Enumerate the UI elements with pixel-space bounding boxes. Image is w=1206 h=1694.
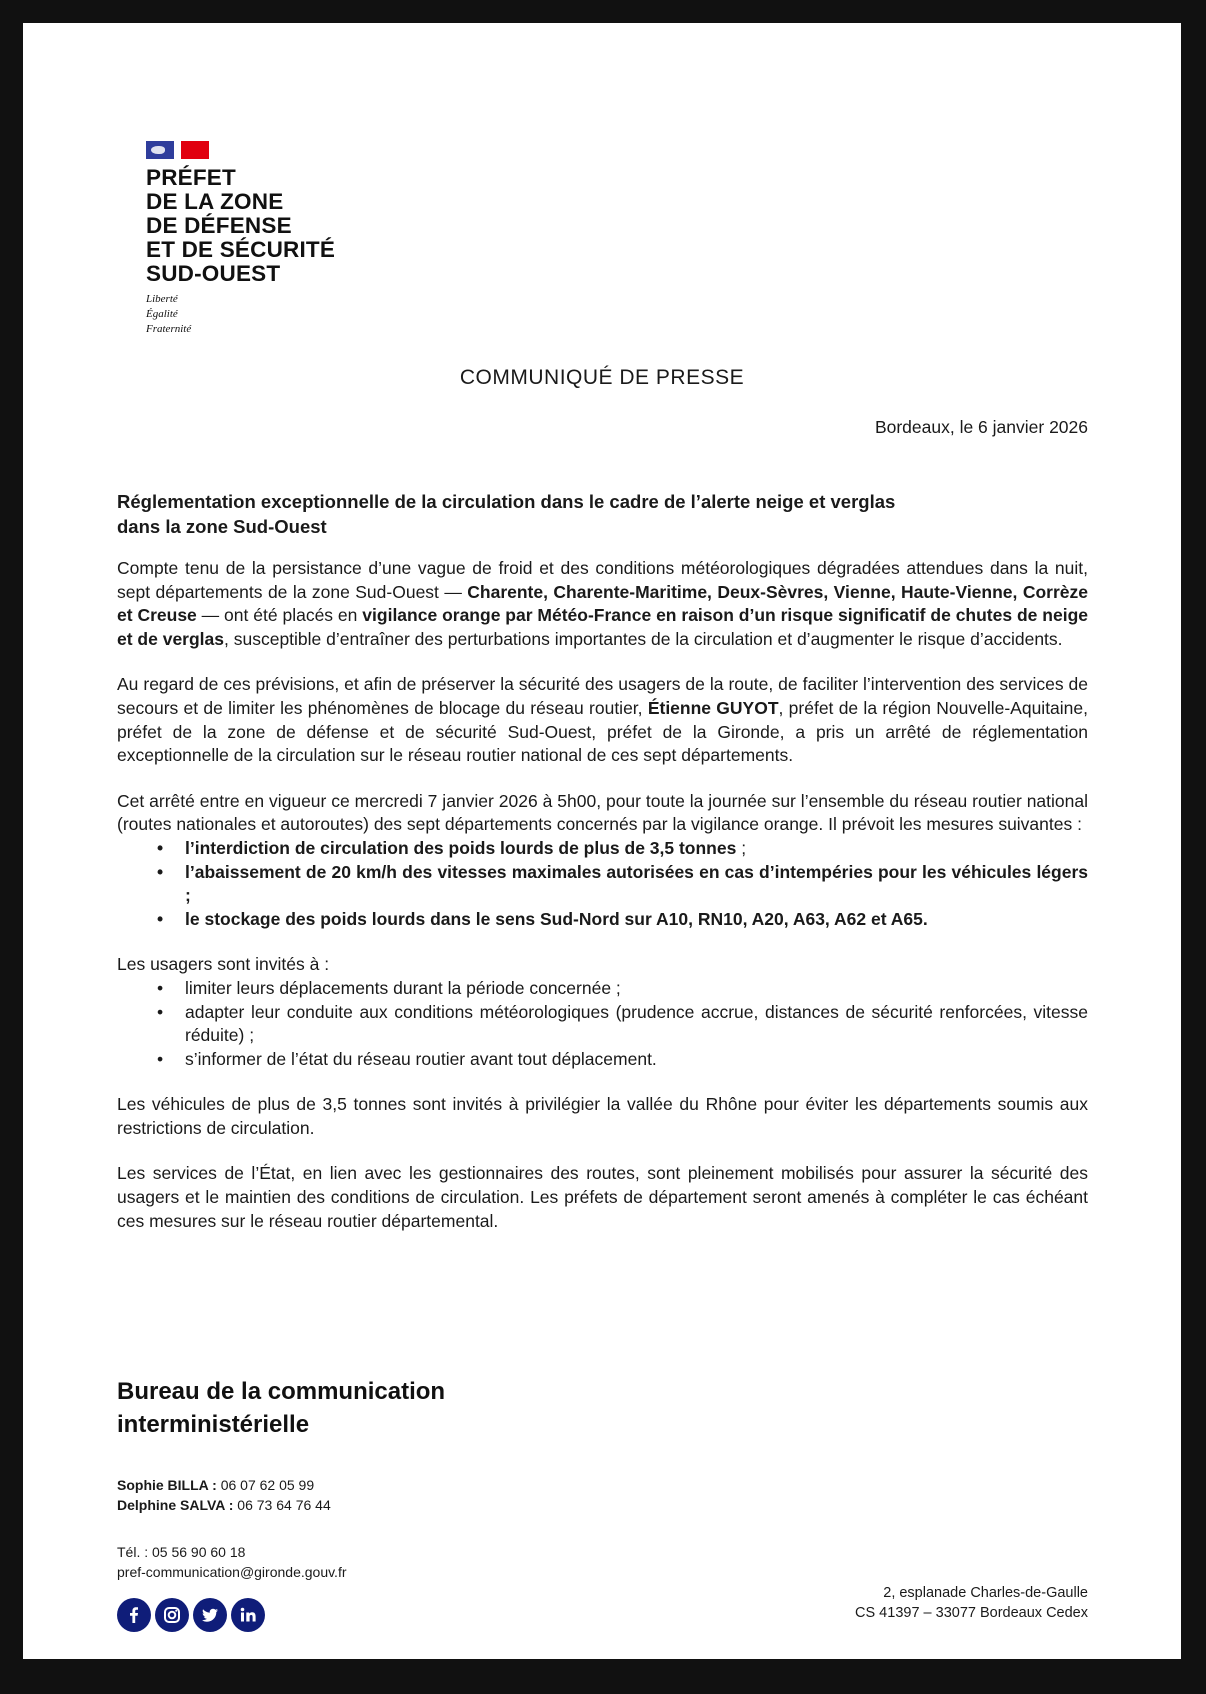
paragraph-decree bbox=[117, 673, 1088, 767]
facebook-icon[interactable] bbox=[117, 1598, 151, 1632]
contact-name: Sophie BILLA : bbox=[117, 1477, 217, 1493]
paragraph-measures-intro: Cet arrêté entre en vigueur ce mercredi 7 janvier 2026 à 5h00, pour toute la journée sur l’ensemble du réseau routier national (routes nationales et autoroutes) des sept départements concernés par la vigilance orange. Il prévoit les mesures suivantes : bbox=[117, 790, 1088, 835]
measure-text: l’abaissement de 20 km/h des vitesses maximales autorisées en cas d’intempéries pour les véhicules légers ; bbox=[185, 861, 1088, 906]
prefecture-logo bbox=[146, 141, 335, 337]
user-advice-list bbox=[117, 977, 1088, 1071]
measure-text: le stockage des poids lourds dans le sens Sud-Nord sur A10, RN10, A20, A63, A62 et A65. bbox=[185, 908, 928, 929]
list-item: • s’informer de l’état du réseau routier avant tout déplacement. bbox=[117, 1048, 1088, 1072]
phone-number: Tél. : 05 56 90 60 18 bbox=[117, 1544, 246, 1560]
text-run: — ont été placés en bbox=[196, 605, 363, 626]
motto-line: Liberté bbox=[146, 293, 178, 305]
postal-address bbox=[855, 1583, 1088, 1623]
paragraph-context bbox=[117, 557, 1088, 651]
contact-phone: 06 73 64 76 44 bbox=[233, 1497, 331, 1513]
address-line: CS 41397 – 33077 Bordeaux Cedex bbox=[855, 1605, 1088, 1621]
logo-title-line: PRÉFET bbox=[146, 165, 236, 190]
email-link[interactable]: pref-communication@gironde.gouv.fr bbox=[117, 1564, 347, 1580]
press-release-heading: COMMUNIQUÉ DE PRESSE bbox=[459, 366, 745, 389]
contact-row bbox=[117, 1495, 331, 1515]
address-line: 2, esplanade Charles-de-Gaulle bbox=[883, 1585, 1088, 1601]
article-title-line: dans la zone Sud-Ouest bbox=[117, 516, 327, 537]
bureau-title-line: interministérielle bbox=[117, 1411, 310, 1438]
list-item bbox=[117, 837, 1088, 861]
text-run: , susceptible d’entraîner des perturbations importantes de la circulation et d’augmenter le risque d’accidents. bbox=[224, 628, 1063, 649]
article-title bbox=[117, 489, 1088, 539]
list-item: • limiter leurs déplacements durant la période concernée ; bbox=[117, 977, 1088, 1001]
contact-phone: 06 07 62 05 99 bbox=[216, 1477, 315, 1493]
bureau-title-line: Bureau de la communication bbox=[117, 1378, 446, 1405]
list-item bbox=[117, 861, 1088, 908]
logo-title-line: DE DÉFENSE bbox=[146, 213, 292, 238]
document-page bbox=[23, 23, 1181, 1659]
social-links bbox=[117, 1598, 265, 1632]
republic-motto bbox=[146, 292, 335, 337]
measure-suffix: ; bbox=[736, 837, 747, 858]
contact-info bbox=[117, 1542, 347, 1582]
measure-text: l’interdiction de circulation des poids lourds de plus de 3,5 tonnes bbox=[185, 837, 737, 858]
logo-title bbox=[146, 166, 335, 286]
list-item: • adapter leur conduite aux conditions météorologiques (prudence accrue, distances de sécurité renforcées, vitesse réduite) ; bbox=[117, 1001, 1088, 1048]
list-item bbox=[117, 908, 1088, 932]
contact-row bbox=[117, 1475, 331, 1495]
text-run: Compte tenu de la persistance d’une vague de froid et des conditions météorologiques dégradées attendues dans la nuit, sept départements de la zone Sud-Ouest — bbox=[117, 558, 1088, 602]
press-contacts bbox=[117, 1475, 331, 1515]
paragraph-heavy-vehicles: Les véhicules de plus de 3,5 tonnes sont invités à privilégier la vallée du Rhône pour éviter les départements soumis aux restrictions de circulation. bbox=[117, 1094, 1088, 1138]
paragraph-state-services: Les services de l’État, en lien avec les gestionnaires des routes, sont pleinement mobilisés pour assurer la sécurité des usagers et le maintien des conditions de circulation. Les préfets de département seront amenés à compléter le cas échéant ces mesures sur le réseau routier départemental. bbox=[117, 1163, 1088, 1231]
marianne-flag-icon bbox=[146, 141, 209, 159]
text-run: , préfet de la région Nouvelle-Aquitaine, préfet de la zone de défense et de sécurité Sud-Ouest, préfet de la Gironde, a pris un arrêté de réglementation exceptionnelle de la circulation sur le réseau routier national de ces sept départements. bbox=[117, 697, 1088, 766]
prefect-name: Étienne GUYOT bbox=[647, 697, 779, 718]
motto-line: Fraternité bbox=[146, 323, 192, 335]
instagram-icon[interactable] bbox=[155, 1598, 189, 1632]
bureau-title bbox=[117, 1375, 445, 1441]
departments-list: Charente, Charente-Maritime, Deux-Sèvres, Vienne, Haute-Vienne, Corrèze et Creuse bbox=[117, 581, 1088, 626]
users-intro: Les usagers sont invités à : bbox=[117, 954, 330, 975]
text-run: Au regard de ces prévisions, et afin de préserver la sécurité des usagers de la route, de faciliter l’intervention des services de secours et de limiter les phénomènes de blocage du réseau routier, bbox=[117, 674, 1088, 718]
twitter-icon[interactable] bbox=[193, 1598, 227, 1632]
measures-list bbox=[117, 837, 1088, 931]
vigilance-notice: vigilance orange par Météo-France en raison d’un risque significatif de chutes de neige et de verglas bbox=[117, 605, 1088, 649]
logo-title-line: SUD-OUEST bbox=[146, 261, 281, 286]
article-body bbox=[117, 489, 1088, 1255]
motto-line: Égalité bbox=[146, 308, 178, 320]
article-title-line: Réglementation exceptionnelle de la circulation dans le cadre de l’alerte neige et verglas bbox=[117, 491, 896, 512]
logo-title-line: DE LA ZONE bbox=[146, 189, 284, 214]
logo-title-line: ET DE SÉCURITÉ bbox=[146, 237, 336, 262]
date-line: Bordeaux, le 6 janvier 2026 bbox=[874, 417, 1088, 437]
contact-name: Delphine SALVA : bbox=[117, 1497, 234, 1513]
linkedin-icon[interactable] bbox=[231, 1598, 265, 1632]
